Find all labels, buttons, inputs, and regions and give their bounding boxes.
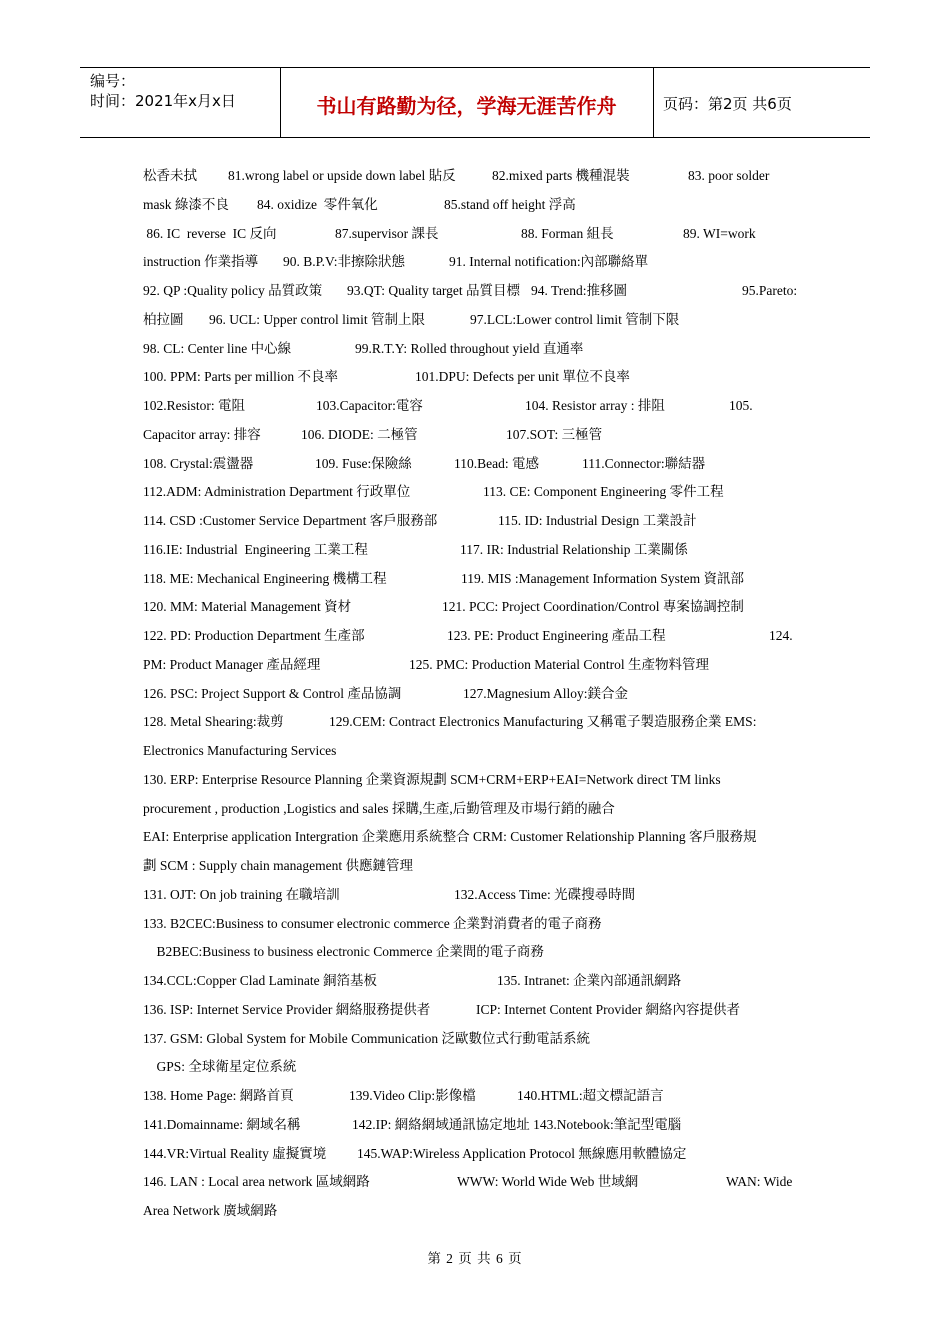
glossary-entry: 92. QP :Quality policy 品質政策 bbox=[143, 283, 323, 298]
glossary-line bbox=[143, 881, 808, 910]
glossary-entry: 133. B2CEC:Business to consumer electronic commerce 企業對消費者的電子商務 bbox=[143, 915, 602, 931]
glossary-entry: procurement , production ,Logistics and sales 採購,生產,后勤管理及市場行銷的融合 bbox=[143, 800, 615, 816]
glossary-entry: B2BEC:Business to business electronic Commerce 企業間的電子商務 bbox=[143, 944, 544, 960]
glossary-line bbox=[143, 852, 808, 881]
glossary-entry: 137. GSM: Global System for Mobile Communication 泛歐數位式行動電話系統 bbox=[143, 1030, 590, 1046]
glossary-line bbox=[143, 335, 808, 364]
glossary-line bbox=[143, 651, 808, 680]
glossary-line bbox=[143, 708, 808, 737]
glossary-entry: 115. ID: Industrial Design 工業設計 bbox=[498, 513, 697, 528]
glossary-entry: instruction 作業指導 bbox=[143, 254, 259, 270]
glossary-entry: 146. LAN : Local area network 區域網路 bbox=[143, 1174, 370, 1190]
glossary-entry: 110.Bead: 電感 bbox=[454, 455, 539, 471]
glossary-entry: 117. IR: Industrial Relationship 工業關係 bbox=[460, 541, 688, 557]
glossary-entry: 134.CCL:Copper Clad Laminate 銅箔基板 bbox=[143, 973, 377, 988]
glossary-entry: 124. bbox=[769, 628, 793, 643]
glossary-entry: 122. PD: Production Department 生產部 bbox=[143, 628, 365, 643]
glossary-line bbox=[143, 478, 808, 507]
glossary-line bbox=[143, 363, 808, 392]
glossary-entry: GPS: 全球衛星定位系統 bbox=[143, 1059, 297, 1075]
glossary-line bbox=[143, 306, 808, 335]
glossary-entry: 131. OJT: On job training 在職培訓 bbox=[143, 886, 340, 902]
glossary-line bbox=[143, 1053, 808, 1082]
page-footer: 第 2 页 共 6 页 bbox=[427, 1251, 523, 1266]
glossary-line bbox=[143, 191, 808, 220]
glossary-entry: 126. PSC: Project Support & Control 產品協調 bbox=[143, 685, 402, 701]
glossary-entry: 123. PE: Product Engineering 產品工程 bbox=[447, 628, 666, 643]
glossary-entry: 120. MM: Material Management 資材 bbox=[143, 599, 352, 615]
glossary-entry: 83. poor solder bbox=[688, 168, 770, 183]
glossary-entry: 90. B.P.V:非擦除狀態 bbox=[283, 254, 406, 270]
glossary-line bbox=[143, 795, 808, 824]
glossary-entry: 114. CSD :Customer Service Department 客戶服務部 bbox=[143, 513, 438, 528]
glossary-line bbox=[143, 1082, 808, 1111]
glossary-entry: 81.wrong label or upside down label 貼反 bbox=[228, 168, 456, 183]
glossary-entry: 102.Resistor: 電阻 bbox=[143, 398, 246, 413]
glossary-entry: 142.IP: 網絡網域通訊協定地址 143.Notebook:筆記型電腦 bbox=[352, 1116, 682, 1132]
glossary-entry: 82.mixed parts 機種混裝 bbox=[492, 168, 630, 183]
glossary-entry: 145.WAP:Wireless Application Protocol 無線應用軟體協定 bbox=[357, 1145, 687, 1161]
glossary-entry: 129.CEM: Contract Electronics Manufacturing 又稱電子製造服務企業 EMS: bbox=[329, 714, 757, 730]
glossary-entry: 104. Resistor array : 排阻 bbox=[525, 398, 665, 413]
page-header bbox=[80, 67, 870, 138]
glossary-line bbox=[143, 277, 808, 306]
glossary-line bbox=[143, 392, 808, 421]
glossary-line bbox=[143, 536, 808, 565]
glossary-entry: Capacitor array: 排容 bbox=[143, 426, 261, 442]
glossary-entry: 97.LCL:Lower control limit 管制下限 bbox=[470, 311, 680, 327]
glossary-line bbox=[143, 248, 808, 277]
glossary-entry: 100. PPM: Parts per million 不良率 bbox=[143, 369, 339, 385]
glossary-entry: 103.Capacitor:電容 bbox=[316, 398, 423, 413]
glossary-entry: 劃 SCM : Supply chain management 供應鏈管理 bbox=[143, 858, 413, 873]
glossary-entry: 119. MIS :Management Information System 資訊部 bbox=[461, 570, 744, 586]
glossary-entry: ICP: Internet Content Provider 網絡內容提供者 bbox=[476, 1001, 740, 1017]
glossary-entry: 91. Internal notification:內部聯絡單 bbox=[449, 254, 649, 270]
glossary-entry: 107.SOT: 三極管 bbox=[506, 426, 603, 442]
glossary-line bbox=[143, 737, 808, 766]
header-motto: 书山有路勤为径，学海无涯苦作舟 bbox=[316, 94, 617, 118]
glossary-entry: 89. WI=work bbox=[683, 225, 756, 241]
glossary-entry: 127.Magnesium Alloy:鎂合金 bbox=[463, 685, 628, 701]
glossary-entry: WWW: World Wide Web 世域網 bbox=[457, 1174, 639, 1190]
glossary-line bbox=[143, 967, 808, 996]
glossary-line bbox=[143, 1197, 808, 1226]
glossary-entry: 88. Forman 組長 bbox=[521, 225, 614, 241]
glossary-entry: 96. UCL: Upper control limit 管制上限 bbox=[209, 311, 425, 327]
header-divider-right bbox=[653, 68, 654, 137]
glossary-entry: 130. ERP: Enterprise Resource Planning 企業資源規劃 SCM+CRM+ERP+EAI=Network direct TM links bbox=[143, 771, 721, 787]
glossary-entry: 135. Intranet: 企業內部通訊網路 bbox=[497, 973, 682, 988]
glossary-entry: 109. Fuse:保險絲 bbox=[315, 455, 412, 471]
glossary-entry: 121. PCC: Project Coordination/Control 專案協調控制 bbox=[442, 599, 744, 615]
glossary-entry: 柏拉圖 bbox=[143, 311, 184, 327]
glossary-entry: 140.HTML:超文標記語言 bbox=[517, 1088, 664, 1103]
glossary-entry: 93.QT: Quality target 品質目標 bbox=[347, 283, 521, 298]
glossary-entry: Area Network 廣域網路 bbox=[143, 1203, 278, 1218]
glossary-entry: 85.stand off height 浮高 bbox=[444, 196, 576, 212]
glossary-line bbox=[143, 450, 808, 479]
glossary-line bbox=[143, 565, 808, 594]
glossary-line bbox=[143, 1111, 808, 1140]
glossary-body bbox=[143, 162, 808, 1226]
glossary-line bbox=[143, 1168, 808, 1197]
glossary-entry: 141.Domainname: 網域名稱 bbox=[143, 1116, 301, 1132]
glossary-entry: 144.VR:Virtual Reality 虛擬實境 bbox=[143, 1145, 327, 1161]
glossary-entry: 116.IE: Industrial Engineering 工業工程 bbox=[143, 541, 368, 557]
glossary-entry: 84. oxidize 零件氧化 bbox=[257, 196, 378, 212]
glossary-entry: 118. ME: Mechanical Engineering 機構工程 bbox=[143, 570, 387, 586]
glossary-line bbox=[143, 910, 808, 939]
glossary-entry: Electronics Manufacturing Services bbox=[143, 743, 337, 758]
glossary-line bbox=[143, 622, 808, 651]
document-date-label: 时间：2021年x月x日 bbox=[90, 92, 236, 110]
glossary-line bbox=[143, 938, 808, 967]
glossary-entry: 94. Trend:推移圖 bbox=[531, 283, 628, 298]
glossary-entry: PM: Product Manager 產品經理 bbox=[143, 656, 321, 672]
header-page-label: 页码：第2页 共6页 bbox=[663, 95, 792, 113]
glossary-entry: 95.Pareto: bbox=[742, 283, 798, 298]
glossary-entry: 136. ISP: Internet Service Provider 網絡服務提供者 bbox=[143, 1001, 431, 1017]
glossary-entry: 113. CE: Component Engineering 零件工程 bbox=[483, 484, 724, 500]
glossary-entry: 125. PMC: Production Material Control 生產物料管理 bbox=[409, 656, 709, 672]
glossary-entry: 松香未拭 bbox=[143, 168, 197, 183]
glossary-entry: mask 綠漆不良 bbox=[143, 196, 229, 212]
glossary-entry: 86. IC reverse IC 反向 bbox=[143, 225, 277, 241]
glossary-line bbox=[143, 162, 808, 191]
glossary-entry: 106. DIODE: 二極管 bbox=[301, 426, 418, 442]
glossary-entry: 87.supervisor 課長 bbox=[335, 225, 439, 241]
glossary-entry: 139.Video Clip:影像檔 bbox=[349, 1088, 476, 1103]
document-number-label: 编号： bbox=[90, 72, 136, 90]
glossary-entry: 99.R.T.Y: Rolled throughout yield 直通率 bbox=[355, 340, 584, 356]
glossary-line bbox=[143, 766, 808, 795]
glossary-entry: 111.Connector:聯結器 bbox=[582, 455, 706, 471]
glossary-entry: 98. CL: Center line 中心線 bbox=[143, 340, 292, 356]
glossary-line bbox=[143, 220, 808, 249]
glossary-line bbox=[143, 593, 808, 622]
header-left bbox=[90, 71, 236, 111]
glossary-line bbox=[143, 1025, 808, 1054]
glossary-line bbox=[143, 823, 808, 852]
glossary-entry: 132.Access Time: 光碟搜尋時間 bbox=[454, 886, 636, 902]
glossary-entry: 108. Crystal:震盪器 bbox=[143, 455, 254, 471]
glossary-entry: 138. Home Page: 網路首頁 bbox=[143, 1088, 294, 1103]
glossary-line bbox=[143, 680, 808, 709]
glossary-line bbox=[143, 996, 808, 1025]
glossary-line bbox=[143, 1140, 808, 1169]
glossary-entry: 128. Metal Shearing:裁剪 bbox=[143, 714, 284, 730]
glossary-entry: 105. bbox=[729, 398, 753, 413]
glossary-entry: 101.DPU: Defects per unit 單位不良率 bbox=[415, 369, 630, 385]
glossary-line bbox=[143, 507, 808, 536]
glossary-line bbox=[143, 421, 808, 450]
glossary-entry: EAI: Enterprise application Intergration 企業應用系統整合 CRM: Customer Relationship Planning 客戶服務規 bbox=[143, 829, 757, 845]
glossary-entry: WAN: Wide bbox=[726, 1174, 793, 1190]
glossary-entry: 112.ADM: Administration Department 行政單位 bbox=[143, 484, 411, 500]
